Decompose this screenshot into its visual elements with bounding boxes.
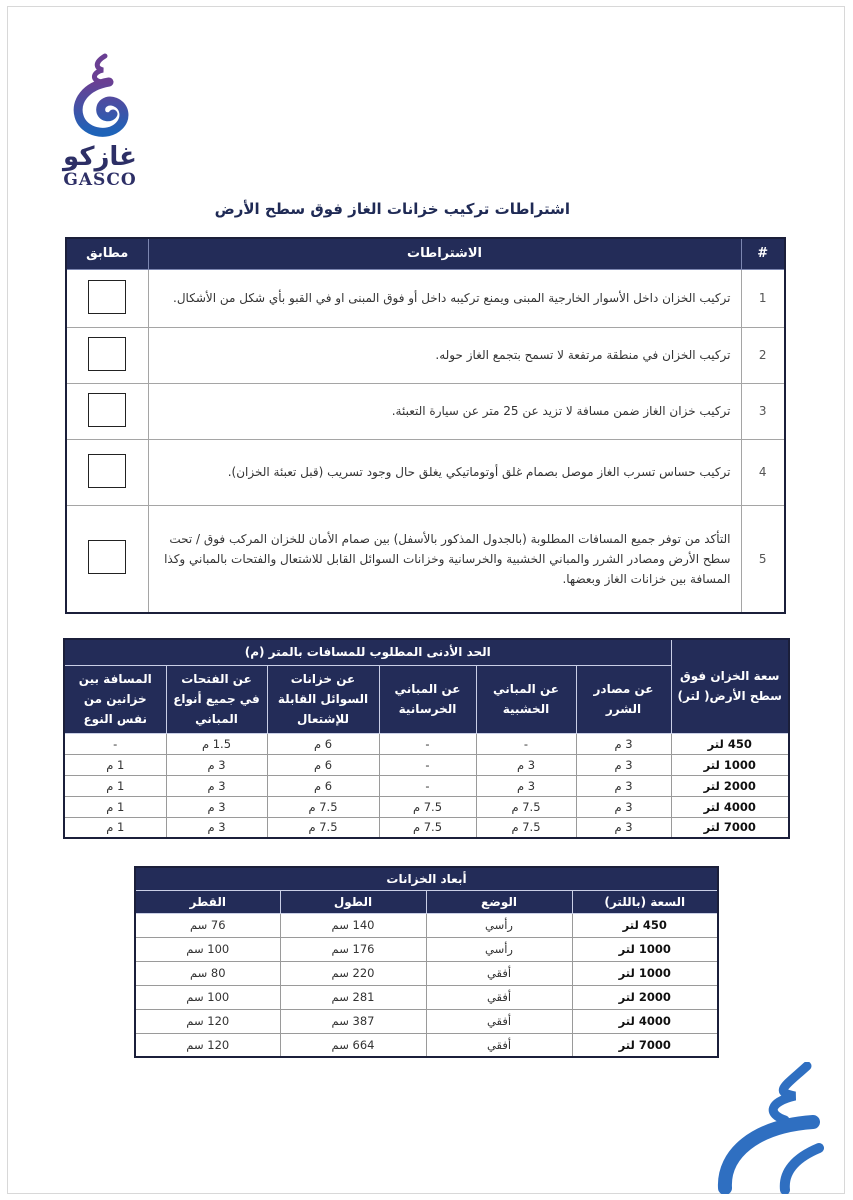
capacity-cell: 4000 لتر [671, 796, 789, 817]
value-cell: 7.5 م [267, 796, 379, 817]
dimensions-title: أبعاد الخزانات [135, 867, 718, 890]
value-cell: 3 م [576, 796, 671, 817]
corner-logo-mark-icon [715, 1062, 825, 1194]
logo-english-text: GASCO [63, 170, 137, 190]
row-number: 5 [741, 505, 785, 613]
capacity-header: سعة الخزان فوق سطح الأرض( لتر) [671, 639, 789, 733]
position-cell: رأسي [426, 913, 572, 937]
diameter-cell: 80 سم [135, 961, 280, 985]
capacity-cell: 2000 لتر [572, 985, 718, 1009]
col-length: الطول [280, 890, 426, 913]
table-row [64, 796, 789, 817]
col-openings: عن الفتحات في جميع أنواع المباني [166, 665, 267, 733]
value-cell: 3 م [476, 754, 576, 775]
value-cell: 1.5 م [166, 733, 267, 754]
position-cell: أفقي [426, 1009, 572, 1033]
col-diameter: القطر [135, 890, 280, 913]
capacity-cell: 7000 لتر [572, 1033, 718, 1057]
col-sparks: عن مصادر الشرر [576, 665, 671, 733]
col-concrete: عن المباني الخرسانية [379, 665, 476, 733]
value-cell: 7.5 م [379, 817, 476, 838]
value-cell: 3 م [166, 754, 267, 775]
value-cell: - [379, 754, 476, 775]
length-cell: 281 سم [280, 985, 426, 1009]
header-condition: الاشتراطات [148, 238, 741, 269]
value-cell: - [64, 733, 166, 754]
capacity-cell: 4000 لتر [572, 1009, 718, 1033]
value-cell: 3 م [576, 775, 671, 796]
diameter-cell: 100 سم [135, 985, 280, 1009]
value-cell: - [379, 733, 476, 754]
value-cell: 1 م [64, 796, 166, 817]
match-cell [66, 439, 148, 505]
capacity-cell: 7000 لتر [671, 817, 789, 838]
table-row [135, 1033, 718, 1057]
condition-text: تركيب خزان الغاز ضمن مسافة لا تزيد عن 25 متر عن سيارة التعبئة. [148, 383, 741, 439]
table-row [64, 817, 789, 838]
match-checkbox[interactable] [88, 540, 126, 574]
capacity-cell: 1000 لتر [572, 937, 718, 961]
condition-text: التأكد من توفر جميع المسافات المطلوبة (بالجدول المذكور بالأسفل) بين صمام الأمان للخزان المركب فوق / تحت سطح الأرض ومصادر الشرر والمباني الخشبية والخرسانية وخزانات السوائل القابل للاشتعال والفتحات بالمباني وكذا المسافة بين خزانات الغاز وبعضها. [148, 505, 741, 613]
table-row [66, 383, 785, 439]
row-number: 2 [741, 327, 785, 383]
position-cell: أفقي [426, 985, 572, 1009]
table-row [66, 505, 785, 613]
value-cell: 7.5 م [476, 817, 576, 838]
diameter-cell: 76 سم [135, 913, 280, 937]
value-cell: 3 م [476, 775, 576, 796]
table-row [64, 775, 789, 796]
gasco-flame-icon [65, 52, 135, 142]
capacity-cell: 1000 لتر [572, 961, 718, 985]
value-cell: 3 م [576, 733, 671, 754]
table-row [64, 733, 789, 754]
dimensions-table [134, 866, 719, 1058]
match-cell [66, 269, 148, 327]
match-cell [66, 505, 148, 613]
value-cell: 3 م [166, 796, 267, 817]
distances-table [63, 638, 790, 839]
condition-text: تركيب الخزان داخل الأسوار الخارجية المبنى ويمنع تركيبه داخل أو فوق المبنى او في القبو بأي شكل من الأشكال. [148, 269, 741, 327]
condition-text: تركيب الخزان في منطقة مرتفعة لا تسمح بتجمع الغاز حوله. [148, 327, 741, 383]
capacity-cell: 1000 لتر [671, 754, 789, 775]
row-number: 4 [741, 439, 785, 505]
value-cell: 6 م [267, 733, 379, 754]
table-row [135, 937, 718, 961]
header-match: مطابق [66, 238, 148, 269]
capacity-cell: 450 لتر [671, 733, 789, 754]
capacity-cell: 2000 لتر [671, 775, 789, 796]
value-cell: 7.5 م [476, 796, 576, 817]
condition-text: تركيب حساس تسرب الغاز موصل بصمام غلق أوتوماتيكي يغلق حال وجود تسريب (قبل تعبئة الخزان). [148, 439, 741, 505]
value-cell: 3 م [576, 817, 671, 838]
dimensions-title-row [135, 867, 718, 890]
position-cell: أفقي [426, 1033, 572, 1057]
distances-group-header: الحد الأدنى المطلوب للمسافات بالمتر (م) [64, 639, 671, 665]
table-row [135, 1009, 718, 1033]
conditions-table [65, 237, 786, 614]
length-cell: 664 سم [280, 1033, 426, 1057]
gasco-logo [52, 52, 148, 202]
length-cell: 176 سم [280, 937, 426, 961]
table-row [66, 327, 785, 383]
value-cell: 6 م [267, 754, 379, 775]
col-flammable: عن خزانات السوائل القابلة للإشتعال [267, 665, 379, 733]
value-cell: 1 م [64, 775, 166, 796]
value-cell: - [379, 775, 476, 796]
col-wooden: عن المباني الخشبية [476, 665, 576, 733]
col-between-tanks: المسافة بين خزانين من نفس النوع [64, 665, 166, 733]
table-row [64, 754, 789, 775]
row-number: 3 [741, 383, 785, 439]
col-position: الوضع [426, 890, 572, 913]
length-cell: 220 سم [280, 961, 426, 985]
value-cell: 3 م [576, 754, 671, 775]
diameter-cell: 120 سم [135, 1033, 280, 1057]
value-cell: 7.5 م [267, 817, 379, 838]
value-cell: 6 م [267, 775, 379, 796]
position-cell: رأسي [426, 937, 572, 961]
value-cell: 1 م [64, 754, 166, 775]
diameter-cell: 100 سم [135, 937, 280, 961]
value-cell: 3 م [166, 817, 267, 838]
value-cell: 3 م [166, 775, 267, 796]
match-checkbox[interactable] [88, 280, 126, 314]
dimensions-header-row [135, 890, 718, 913]
col-capacity: السعة (باللتر) [572, 890, 718, 913]
value-cell: 7.5 م [379, 796, 476, 817]
value-cell: 1 م [64, 817, 166, 838]
match-cell [66, 383, 148, 439]
row-number: 1 [741, 269, 785, 327]
document-title: اشتراطات تركيب خزانات الغاز فوق سطح الأرض [214, 200, 570, 218]
value-cell: - [476, 733, 576, 754]
match-checkbox[interactable] [88, 393, 126, 427]
header-number: # [741, 238, 785, 269]
length-cell: 387 سم [280, 1009, 426, 1033]
conditions-header-row [66, 238, 785, 269]
match-checkbox[interactable] [88, 454, 126, 488]
position-cell: أفقي [426, 961, 572, 985]
table-row [135, 961, 718, 985]
diameter-cell: 120 سم [135, 1009, 280, 1033]
table-row [66, 269, 785, 327]
distances-header-row-1 [64, 639, 789, 665]
match-cell [66, 327, 148, 383]
match-checkbox[interactable] [88, 337, 126, 371]
capacity-cell: 450 لتر [572, 913, 718, 937]
table-row [66, 439, 785, 505]
table-row [135, 985, 718, 1009]
logo-arabic-text: غازكو [63, 142, 137, 172]
length-cell: 140 سم [280, 913, 426, 937]
table-row [135, 913, 718, 937]
